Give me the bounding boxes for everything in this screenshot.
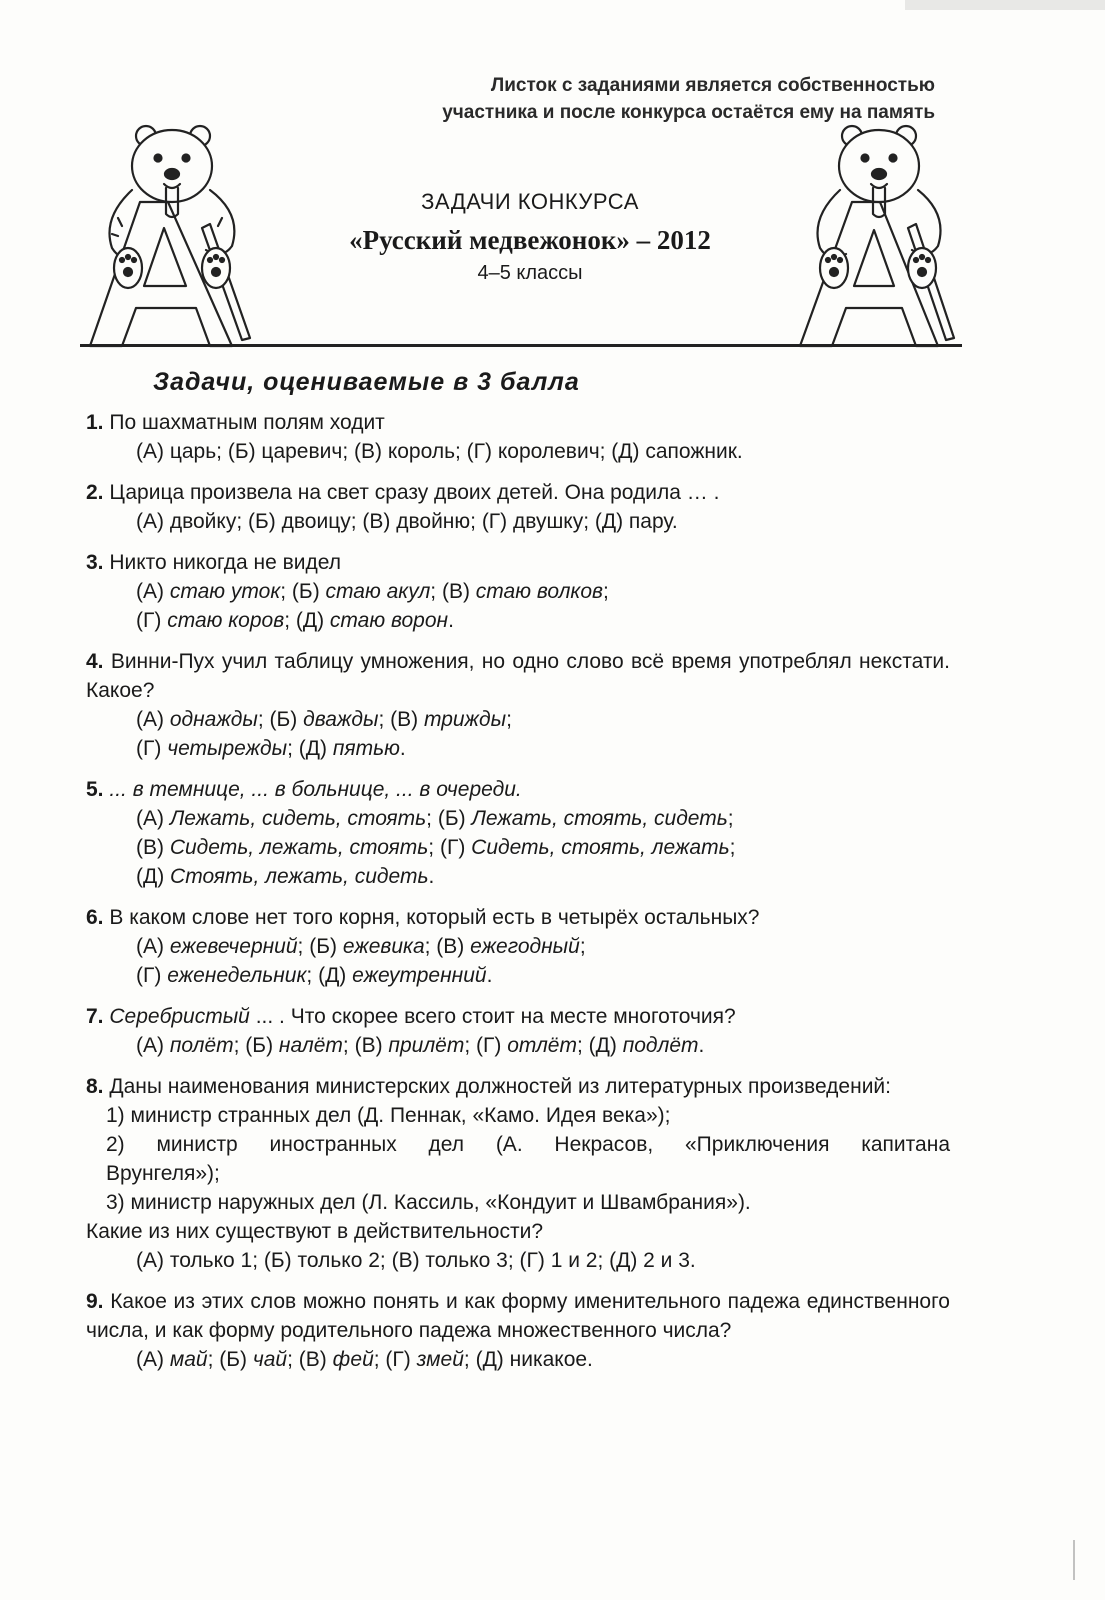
- task-options-row: (Г) четырежды; (Д) пятью.: [136, 737, 406, 760]
- task-number: 4.: [86, 650, 104, 673]
- task-subitem-2b: Врунгеля»);: [106, 1162, 220, 1185]
- task-options-row: (А) Лежать, сидеть, стоять; (Б) Лежать, стоять, сидеть;: [136, 807, 734, 830]
- task-subitem-3: 3) министр наружных дел (Л. Кассиль, «Кондуит и Швамбрания»).: [106, 1191, 751, 1214]
- task-8: [86, 1072, 950, 1275]
- task-options-row: (А) ежевечерний; (Б) ежевика; (В) ежегодный;: [136, 935, 586, 958]
- task-2: [86, 478, 950, 536]
- task-question: По шахматным полям ходит: [109, 411, 385, 434]
- bear-mascot-left-icon: [82, 118, 262, 350]
- task-options: (А) царь; (Б) царевич; (В) король; (Г) королевич; (Д) сапожник.: [136, 440, 743, 463]
- contest-name: «Русский медвежонок» – 2012: [349, 225, 711, 255]
- task-list: [86, 408, 950, 1386]
- task-number: 1.: [86, 411, 104, 434]
- task-4: [86, 647, 950, 763]
- task-options: (А) двойку; (Б) двоицу; (В) двойню; (Г) двушку; (Д) пару.: [136, 510, 678, 533]
- task-5: [86, 775, 950, 891]
- task-question-followup: Какие из них существуют в действительности?: [86, 1220, 543, 1243]
- task-options-row: (А) май; (Б) чай; (В) фей; (Г) змей; (Д) никакое.: [136, 1348, 593, 1371]
- task-options-row: (Г) стаю коров; (Д) стаю ворон.: [136, 609, 454, 632]
- task-question-italic: Серебристый: [109, 1005, 250, 1028]
- task-number: 5.: [86, 778, 104, 801]
- task-options-row: (Г) еженедельник; (Д) ежеутренний.: [136, 964, 493, 987]
- task-question: ... в темнице, ... в больнице, ... в очереди.: [109, 778, 522, 801]
- task-question: Царица произвела на свет сразу двоих детей. Она родила … .: [109, 481, 720, 504]
- task-options: (А) только 1; (Б) только 2; (В) только 3; (Г) 1 и 2; (Д) 2 и 3.: [136, 1249, 696, 1272]
- task-number: 2.: [86, 481, 104, 504]
- scan-edge: [905, 0, 1105, 10]
- task-subitem-2a: 2) министр иностранных дел (А. Некрасов, «Приключения капитана: [106, 1133, 950, 1156]
- task-question: Какое из этих слов можно понять и как форму именительного падежа единственного числа, и как форму родительного падежа множественного числа?: [86, 1290, 950, 1342]
- grade-level: 4–5 классы: [477, 262, 583, 284]
- task-number: 6.: [86, 906, 104, 929]
- task-number: 7.: [86, 1005, 104, 1028]
- header-divider: [80, 344, 962, 347]
- task-9: [86, 1287, 950, 1374]
- task-3: [86, 548, 950, 635]
- task-question: В каком слове нет того корня, который есть в четырёх остальных?: [109, 906, 760, 929]
- task-question: Даны наименования министерских должностей из литературных произведений:: [109, 1075, 891, 1098]
- task-1: [86, 408, 950, 466]
- notice-line-1: Листок с заданиями является собственностью: [490, 75, 935, 96]
- task-subitem-1: 1) министр странных дел (Д. Пеннак, «Камо. Идея века»);: [106, 1104, 671, 1127]
- bear-mascot-right-icon: [790, 118, 970, 350]
- contest-title-block: [300, 188, 760, 286]
- section-title: Задачи, оцениваемые в 3 балла: [153, 368, 580, 396]
- task-options-row: (А) однажды; (Б) дважды; (В) трижды;: [136, 708, 512, 731]
- task-options-row: (А) полёт; (Б) налёт; (В) прилёт; (Г) отлёт; (Д) подлёт.: [136, 1034, 705, 1057]
- task-number: 3.: [86, 551, 104, 574]
- task-question: Никто никогда не видел: [109, 551, 341, 574]
- task-question: ... . Что скорее всего стоит на месте многоточия?: [249, 1005, 736, 1028]
- task-number: 8.: [86, 1075, 104, 1098]
- task-options-row: (В) Сидеть, лежать, стоять; (Г) Сидеть, стоять, лежать;: [136, 836, 736, 859]
- task-7: [86, 1002, 950, 1060]
- task-options-row: (А) стаю уток; (Б) стаю акул; (В) стаю волков;: [136, 580, 609, 603]
- task-options-row: (Д) Стоять, лежать, сидеть.: [136, 865, 435, 888]
- notice-line-2: участника и после конкурса остаётся ему на память: [442, 102, 935, 123]
- scan-artifact: [1073, 1540, 1075, 1580]
- task-6: [86, 903, 950, 990]
- task-number: 9.: [86, 1290, 104, 1313]
- task-question: Винни-Пух учил таблицу умножения, но одно слово всё время употреблял некстати. Какое?: [86, 650, 950, 702]
- contest-heading: ЗАДАЧИ КОНКУРСА: [421, 189, 639, 214]
